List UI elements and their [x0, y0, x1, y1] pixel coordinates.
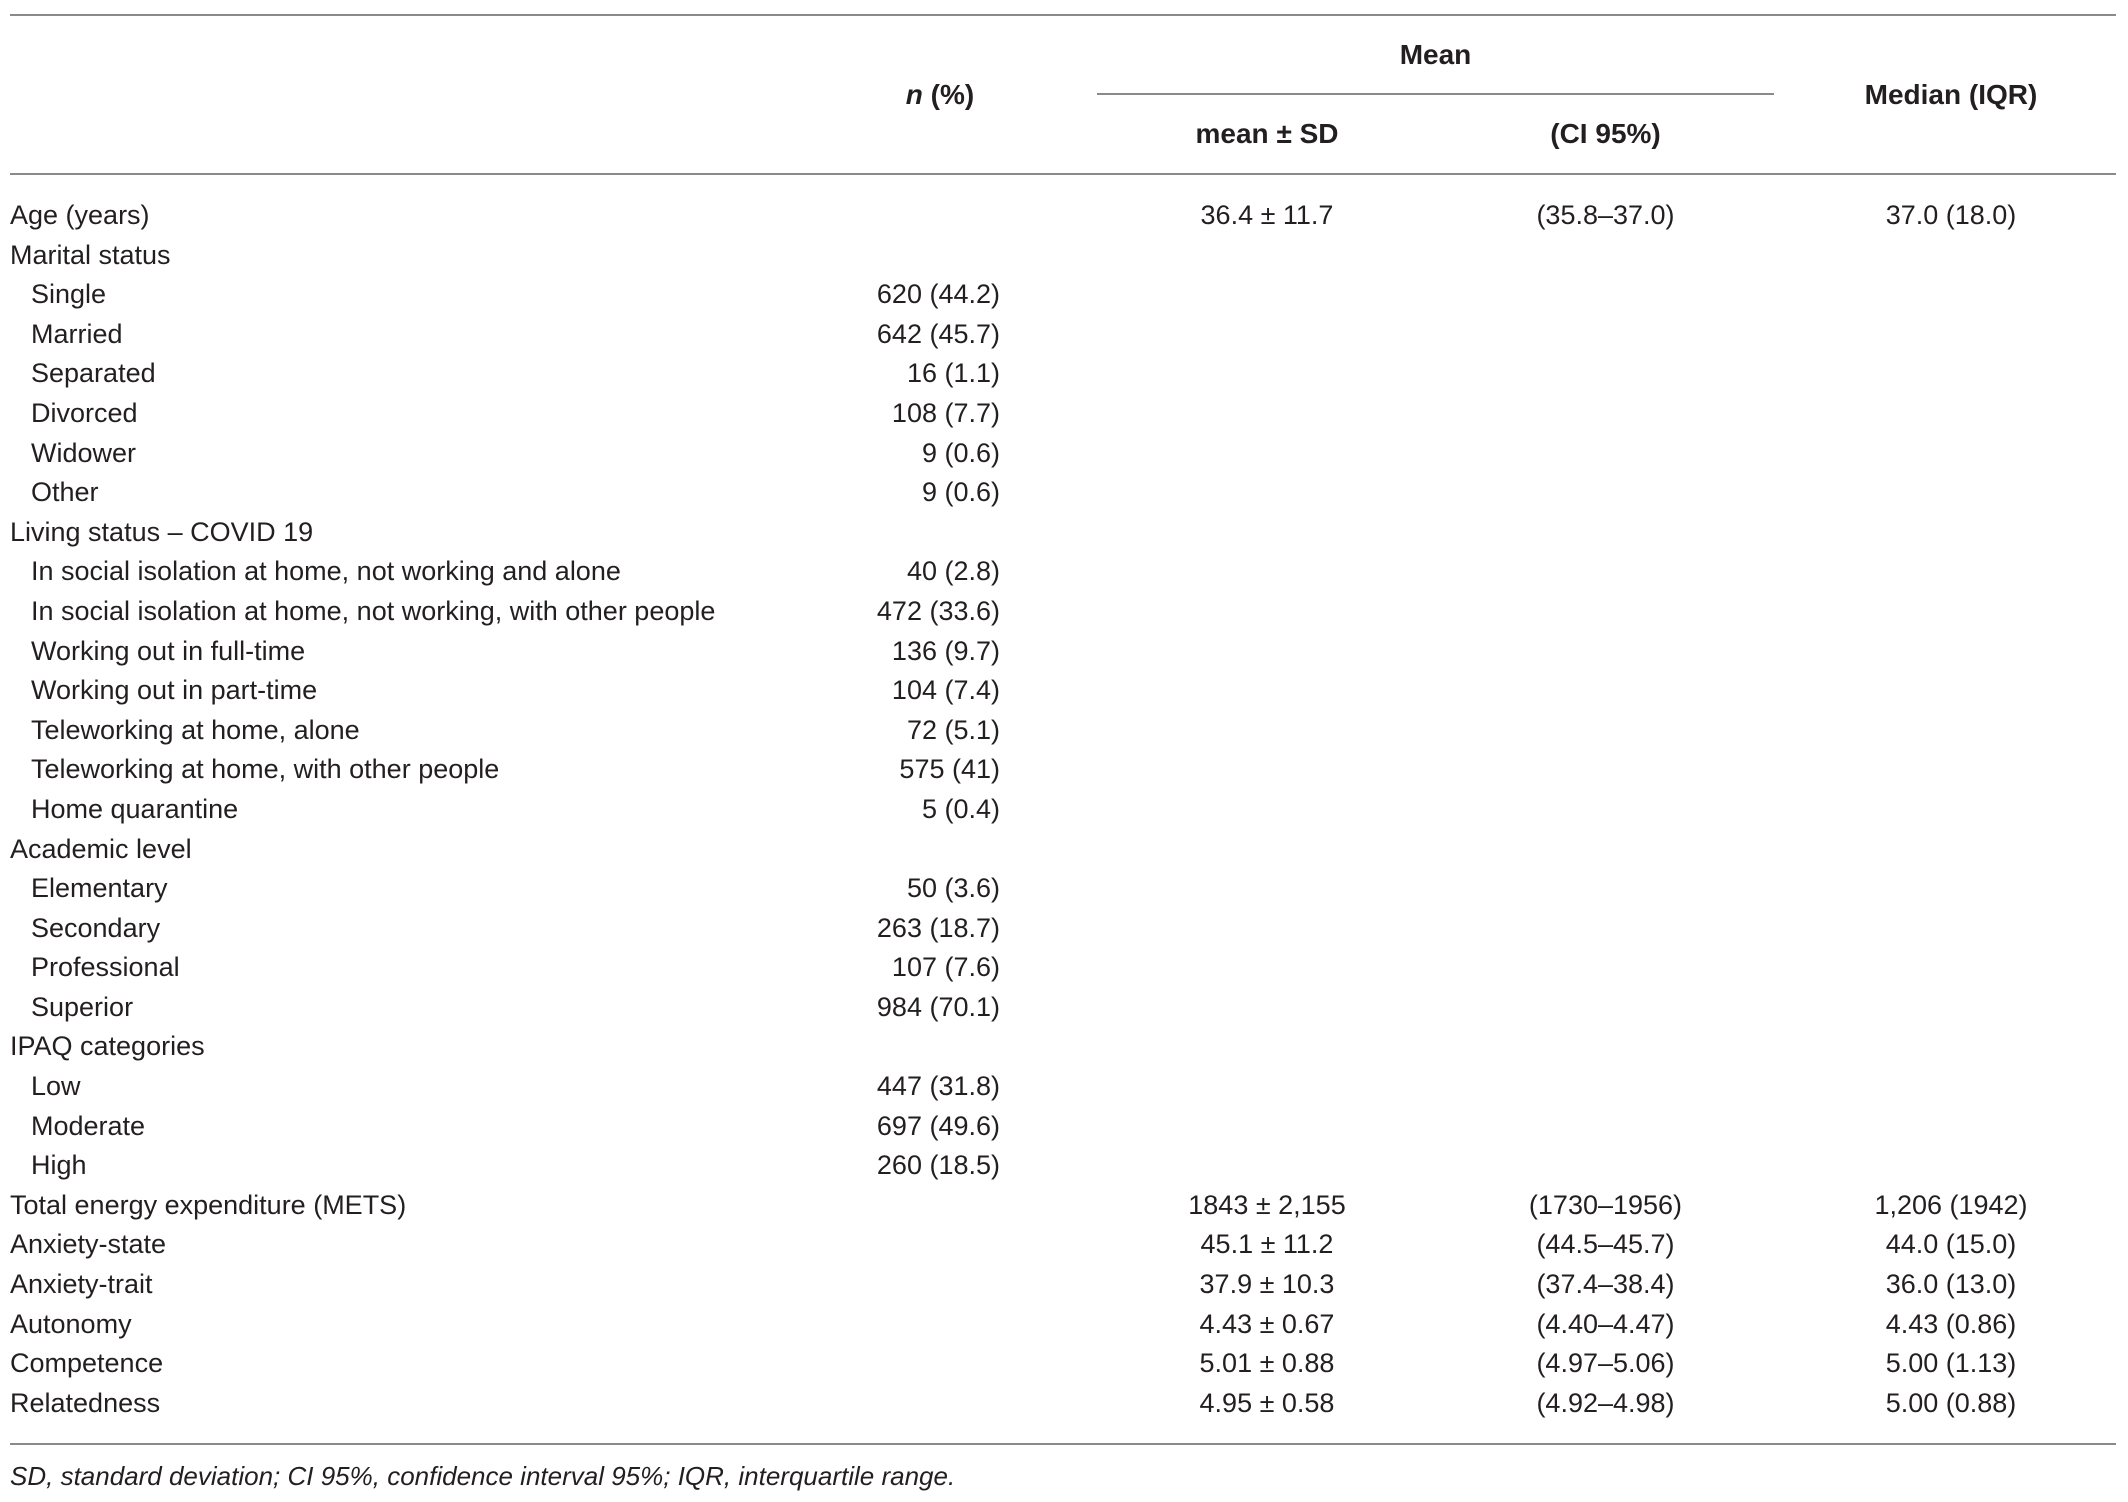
table-row	[0, 632, 2128, 672]
cell-median-iqr: 5.00 (1.13)	[1885, 1348, 2017, 1379]
table-row	[0, 1186, 2128, 1226]
table-body	[0, 196, 2128, 1423]
cell-n-percent: 104 (7.4)	[891, 675, 1000, 706]
cell-n-percent: 9 (0.6)	[921, 477, 1000, 508]
table-row	[0, 671, 2128, 711]
cell-n-percent: 575 (41)	[899, 754, 1000, 785]
row-label: Age (years)	[10, 200, 150, 230]
header-mean-sd: mean ± SD	[1195, 118, 1339, 149]
table-row	[0, 1225, 2128, 1265]
row-label: Single	[31, 279, 107, 310]
cell-n-percent: 447 (31.8)	[876, 1071, 1000, 1102]
cell-n-percent: 50 (3.6)	[906, 873, 1000, 904]
cell-mean-sd: 37.9 ± 10.3	[1199, 1269, 1335, 1300]
table-row	[0, 750, 2128, 790]
table-footnote: SD, standard deviation; CI 95%, confidence interval 95%; IQR, interquartile range.	[10, 1461, 956, 1491]
cell-mean-sd: 4.95 ± 0.58	[1199, 1387, 1335, 1418]
cell-n-percent: 697 (49.6)	[876, 1110, 1000, 1141]
cell-n-percent: 16 (1.1)	[906, 358, 1000, 389]
cell-ci-95: (1730–1956)	[1528, 1189, 1683, 1220]
cell-mean-sd: 4.43 ± 0.67	[1199, 1308, 1335, 1339]
header-rule	[10, 173, 2116, 175]
cell-median-iqr: 44.0 (15.0)	[1885, 1229, 2017, 1260]
row-label: Other	[31, 477, 99, 508]
row-label: Anxiety-trait	[10, 1269, 153, 1300]
mean-group-rule	[1097, 93, 1774, 95]
table-row	[0, 790, 2128, 830]
table-row	[0, 315, 2128, 355]
table-row	[0, 1384, 2128, 1424]
row-label: Anxiety-state	[10, 1229, 167, 1260]
cell-n-percent: 136 (9.7)	[891, 635, 1000, 666]
row-label: Teleworking at home, with other people	[31, 754, 500, 785]
row-label: Living status – COVID 19	[10, 516, 314, 547]
cell-n-percent: 9 (0.6)	[921, 437, 1000, 468]
header-ci-95: (CI 95%)	[1550, 118, 1661, 149]
row-label: Divorced	[31, 397, 138, 428]
cell-ci-95: (37.4–38.4)	[1536, 1269, 1675, 1300]
cell-mean-sd: 5.01 ± 0.88	[1199, 1348, 1335, 1379]
cell-n-percent: 40 (2.8)	[906, 556, 1000, 587]
header-n-suffix: (%)	[922, 79, 975, 110]
cell-median-iqr: 37.0 (18.0)	[1885, 200, 2017, 230]
row-label: In social isolation at home, not working, with other people	[31, 595, 716, 626]
cell-n-percent: 5 (0.4)	[921, 793, 1000, 824]
table-row	[0, 434, 2128, 474]
table-row	[0, 1027, 2128, 1067]
table-row	[0, 592, 2128, 632]
row-label: Professional	[31, 952, 180, 983]
row-label: In social isolation at home, not working and alone	[31, 556, 621, 587]
cell-ci-95: (44.5–45.7)	[1536, 1229, 1675, 1260]
row-label: Separated	[31, 358, 156, 389]
table-row	[0, 473, 2128, 513]
table-row	[0, 869, 2128, 909]
table-row	[0, 1305, 2128, 1345]
cell-median-iqr: 5.00 (0.88)	[1885, 1387, 2017, 1418]
table-row	[0, 909, 2128, 949]
row-label: Moderate	[31, 1110, 146, 1141]
cell-n-percent: 620 (44.2)	[876, 279, 1000, 310]
table-row	[0, 1146, 2128, 1186]
cell-ci-95: (4.40–4.47)	[1536, 1308, 1675, 1339]
table-row	[0, 275, 2128, 315]
cell-ci-95: (35.8–37.0)	[1536, 200, 1675, 230]
cell-mean-sd: 45.1 ± 11.2	[1200, 1229, 1334, 1260]
cell-ci-95: (4.92–4.98)	[1536, 1387, 1675, 1418]
table-row	[0, 552, 2128, 592]
table-row	[0, 1344, 2128, 1384]
cell-median-iqr: 36.0 (13.0)	[1885, 1269, 2017, 1300]
row-label: Autonomy	[10, 1308, 132, 1339]
row-label: Working out in part-time	[31, 675, 318, 706]
row-label: Secondary	[31, 912, 161, 943]
table-row	[0, 1265, 2128, 1305]
table-row	[0, 830, 2128, 870]
cell-n-percent: 260 (18.5)	[876, 1150, 1000, 1181]
top-rule	[10, 14, 2116, 16]
header-median-iqr: Median (IQR)	[1864, 79, 2038, 110]
table-row	[0, 1107, 2128, 1147]
row-label: Marital status	[10, 239, 171, 270]
table-row	[0, 394, 2128, 434]
cell-n-percent: 263 (18.7)	[876, 912, 1000, 943]
cell-median-iqr: 4.43 (0.86)	[1885, 1308, 2017, 1339]
row-label: Competence	[10, 1348, 164, 1379]
row-label: Low	[31, 1071, 81, 1102]
row-label: Relatedness	[10, 1387, 161, 1418]
cell-n-percent: 984 (70.1)	[876, 991, 1000, 1022]
cell-n-percent: 108 (7.7)	[891, 397, 1000, 428]
table-row	[0, 236, 2128, 276]
cell-n-percent: 642 (45.7)	[876, 318, 1000, 349]
header-mean-group: Mean	[1399, 39, 1472, 70]
row-label: Elementary	[31, 873, 168, 904]
table-row	[0, 196, 2128, 236]
table-row	[0, 513, 2128, 553]
cell-n-percent: 107 (7.6)	[891, 952, 1000, 983]
table-row	[0, 711, 2128, 751]
row-label: Home quarantine	[31, 793, 239, 824]
table-row	[0, 988, 2128, 1028]
header-n-italic: n	[905, 79, 923, 110]
row-label: Married	[31, 318, 123, 349]
table-row	[0, 354, 2128, 394]
row-label: Academic level	[10, 833, 192, 864]
row-label: Working out in full-time	[31, 635, 306, 666]
cell-n-percent: 472 (33.6)	[876, 595, 1000, 626]
header-n-percent	[820, 78, 1060, 112]
cell-n-percent: 72 (5.1)	[906, 714, 1000, 745]
row-label: Superior	[31, 991, 134, 1022]
cell-mean-sd: 36.4 ± 11.7	[1200, 200, 1334, 230]
bottom-rule	[10, 1443, 2116, 1445]
row-label: Widower	[31, 437, 137, 468]
row-label: Teleworking at home, alone	[31, 714, 360, 745]
table-row	[0, 948, 2128, 988]
cell-ci-95: (4.97–5.06)	[1536, 1348, 1675, 1379]
cell-mean-sd: 1843 ± 2,155	[1188, 1189, 1346, 1220]
table-row	[0, 1067, 2128, 1107]
cell-median-iqr: 1,206 (1942)	[1874, 1189, 2028, 1220]
row-label: Total energy expenditure (METS)	[10, 1189, 407, 1220]
row-label: High	[31, 1150, 87, 1181]
row-label: IPAQ categories	[10, 1031, 205, 1062]
